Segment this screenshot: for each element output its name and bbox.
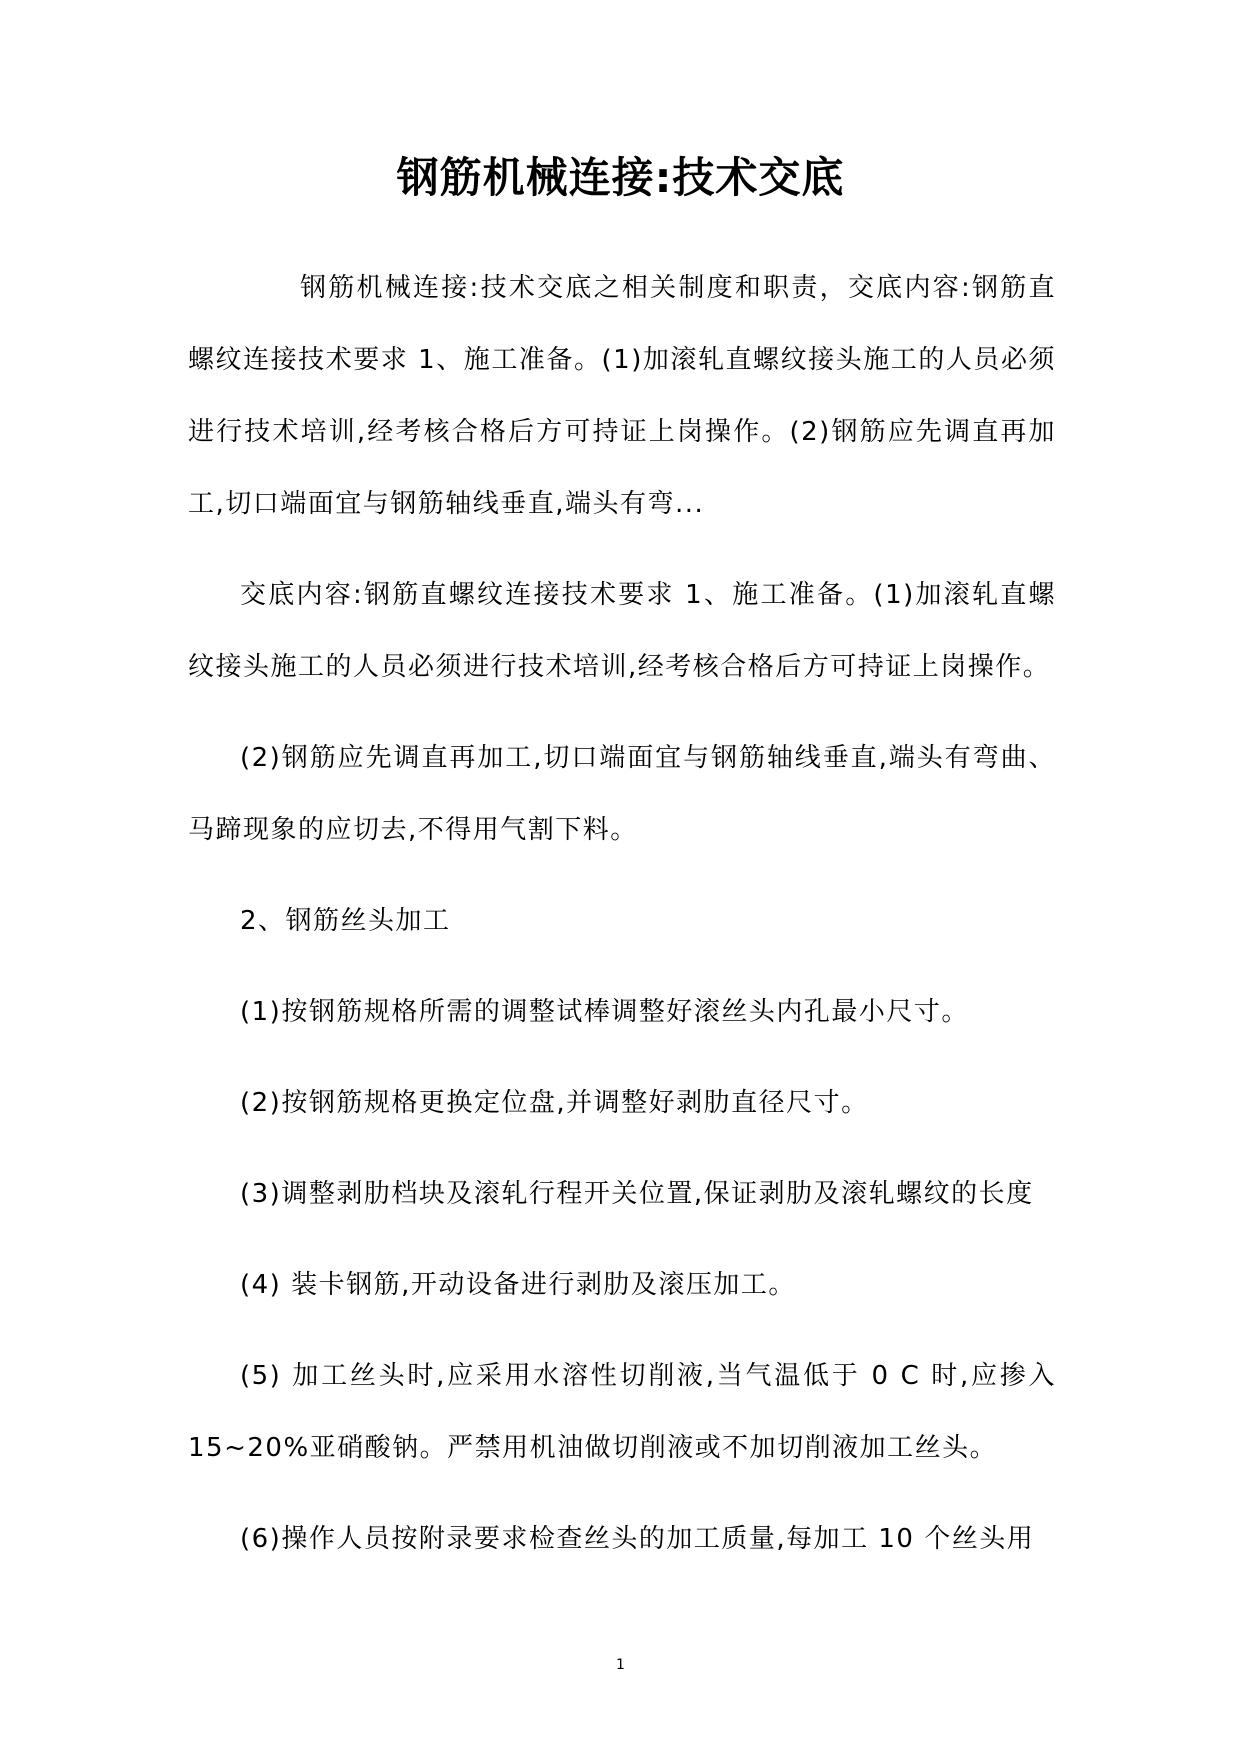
list-item-step-5: (5) 加工丝头时,应采用水溶性切削液,当气温低于 0 C 时,应掺入 15~20%亚硝酸钠。严禁用机油做切削液或不加切削液加工丝头。 bbox=[188, 1361, 1056, 1463]
paragraph-straightening: (2)钢筋应先调直再加工,切口端面宜与钢筋轴线垂直,端头有弯曲、马蹄现象的应切去,不得用气割下料。 bbox=[188, 743, 1056, 845]
section-heading-thread-processing: 2、钢筋丝头加工 bbox=[240, 906, 451, 936]
paragraph-briefing-content: 交底内容:钢筋直螺纹连接技术要求 1、施工准备。(1)加滚轧直螺纹接头施工的人员必须进行技术培训,经考核合格后方可持证上岗操作。 bbox=[188, 580, 1056, 682]
document-body bbox=[188, 252, 1056, 1594]
document-title: 钢筋机械连接:技术交底 bbox=[396, 153, 845, 202]
list-item-step-2: (2)按钢筋规格更换定位盘,并调整好剥肋直径尺寸。 bbox=[240, 1088, 869, 1118]
page-number: 1 bbox=[616, 1657, 625, 1673]
list-item-step-3: (3)调整剥肋档块及滚轧行程开关位置,保证剥肋及滚轧螺纹的长度 bbox=[240, 1179, 1034, 1209]
paragraph-intro: 钢筋机械连接:技术交底之相关制度和职责，交底内容:钢筋直螺纹连接技术要求 1、施工准备。(1)加滚轧直螺纹接头施工的人员必须进行技术培训,经考核合格后方可持证上岗操作。(2)钢筋应先调直再加工,切口端面宜与钢筋轴线垂直,端头有弯... bbox=[188, 273, 1056, 519]
list-item-step-4: (4) 装卡钢筋,开动设备进行剥肋及滚压加工。 bbox=[240, 1270, 796, 1300]
list-item-step-1: (1)按钢筋规格所需的调整试棒调整好滚丝头内孔最小尺寸。 bbox=[240, 997, 969, 1027]
list-item-step-6: (6)操作人员按附录要求检查丝头的加工质量,每加工 10 个丝头用 bbox=[240, 1524, 1035, 1554]
